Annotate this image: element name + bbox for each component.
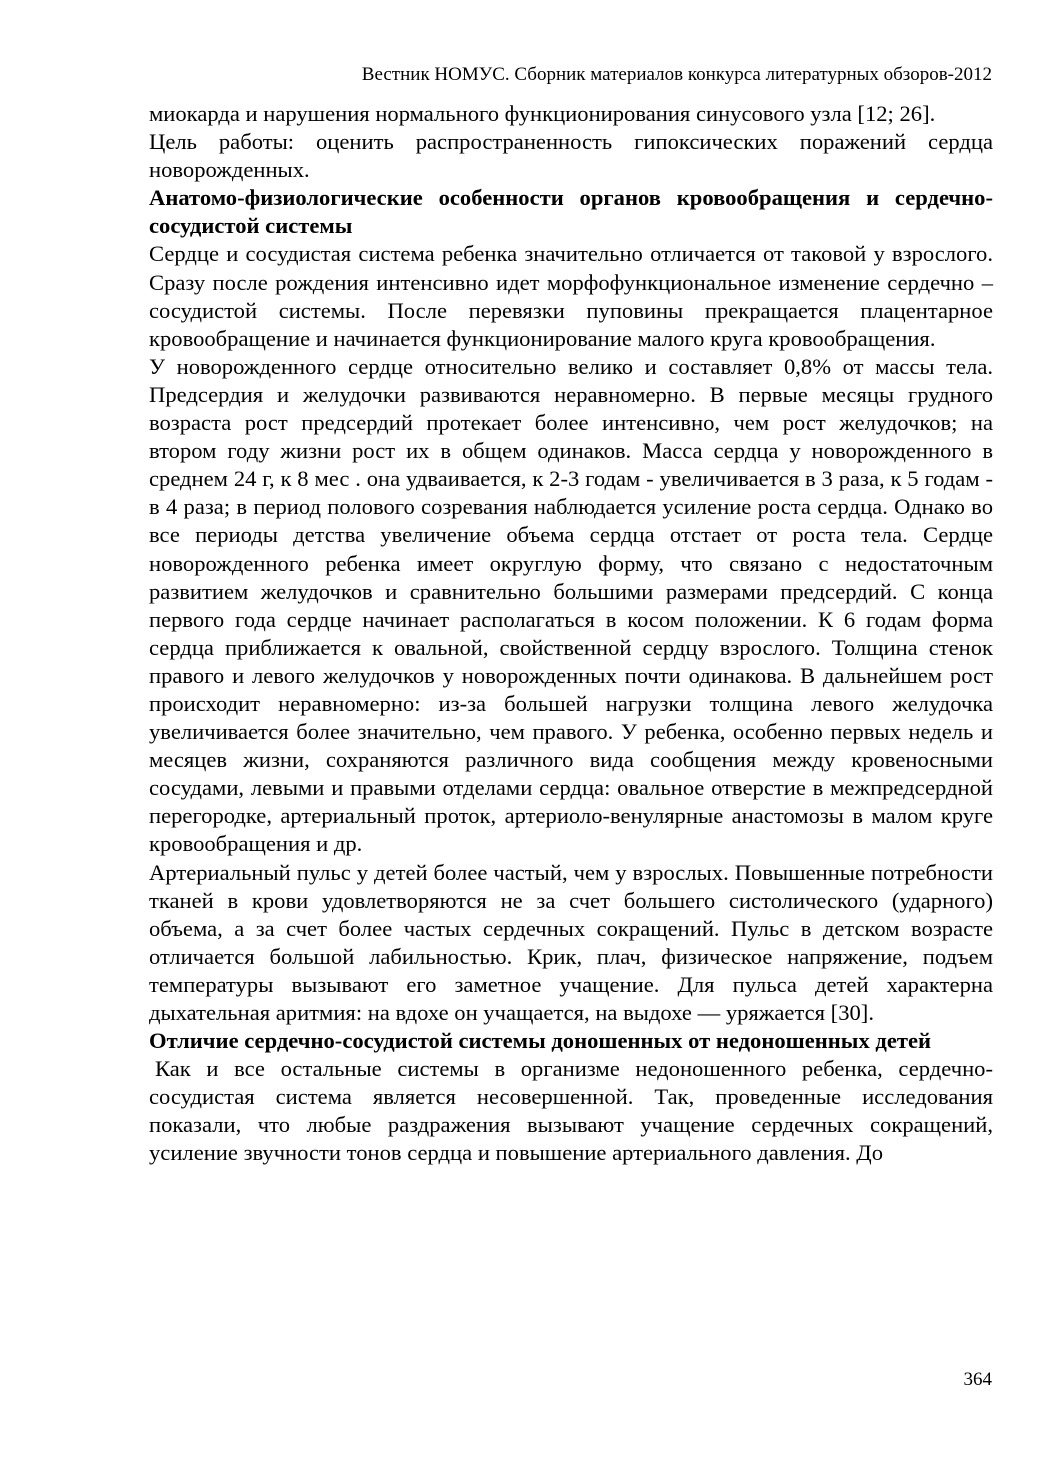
page-number: 364 xyxy=(963,1369,992,1390)
paragraph: миокарда и нарушения нормального функционирования синусового узла [12; 26]. xyxy=(149,101,936,126)
paragraph: Цель работы: оценить распространенность гипоксических поражений сердца новорожденных. xyxy=(149,129,993,183)
paragraph: Сердце и сосудистая система ребенка значительно отличается от таковой у взрослого. Сразу после рождения интенсивно идет морфофункциональное изменение сердечно – сосудистой системы. После перевязки пуповины прекращается плацентарное кровообращение и начинается функционирование малого круга кровообращения. xyxy=(149,241,993,351)
running-header: Вестник НОМУС. Сборник материалов конкурса литературных обзоров-2012 xyxy=(361,64,992,85)
document-body xyxy=(149,100,993,1168)
section-heading: Отличие сердечно-сосудистой системы доношенных от недоношенных детей xyxy=(149,1028,931,1054)
paragraph: У новорожденного сердце относительно велико и составляет 0,8% от массы тела. Предсердия и желудочки развиваются неравномерно. В первые месяцы грудного возраста рост предсердий протекает более интенсивно, чем рост желудочков; на втором году жизни рост их в общем одинаков. Масса сердца у новорожденного в среднем 24 г, к 8 мес . она удваивается, к 2-3 годам - увеличивается в 3 раза, к 5 годам - в 4 раза; в период полового созревания наблюдается усиление роста сердца. Однако во все периоды детства увеличение объема сердца отстает от роста тела. Сердце новорожденного ребенка имеет округлую форму, что связано с недостаточным развитием желудочков и сравнительно большими размерами предсердий. С конца первого года сердце начинает располагаться в косом положении. К 6 годам форма сердца приближается к овальной, свойственной сердцу взрослого. Толщина стенок правого и левого желудочков у новорожденных почти одинакова. В дальнейшем рост происходит неравномерно: из-за большей нагрузки толщина левого желудочка увеличивается более значительно, чем правого. У ребенка, особенно первых недель и месяцев жизни, сохраняются различного вида сообщения между кровеносными сосудами, левыми и правыми отделами сердца: овальное отверстие в межпредсердной перегородке, артериальный проток, артериоло-венулярные анастомозы в малом круге кровообращения и др. xyxy=(149,353,993,857)
section-heading: Анатомо-физиологические особенности органов кровообращения и сердечно-сосудистой системы xyxy=(149,185,993,239)
paragraph: Артериальный пульс у детей более частый, чем у взрослых. Повышенные потребности тканей в крови удовлетворяются не за счет большего систолического (ударного) объема, а за счет более частых сердечных сокращений. Пульс в детском возрасте отличается большой лабильностью. Крик, плач, физическое напряжение, подъем температуры вызывают его заметное учащение. Для пульса детей характерна дыхательная аритмия: на вдохе он учащается, на выдохе — уряжается [30]. xyxy=(149,859,993,1025)
paragraph: Как и все остальные системы в организме недоношенного ребенка, сердечно-сосудистая система является несовершенной. Так, проведенные исследования показали, что любые раздражения вызывают учащение сердечных сокращений, усиление звучности тонов сердца и повышение артериального давления. До xyxy=(149,1056,993,1166)
